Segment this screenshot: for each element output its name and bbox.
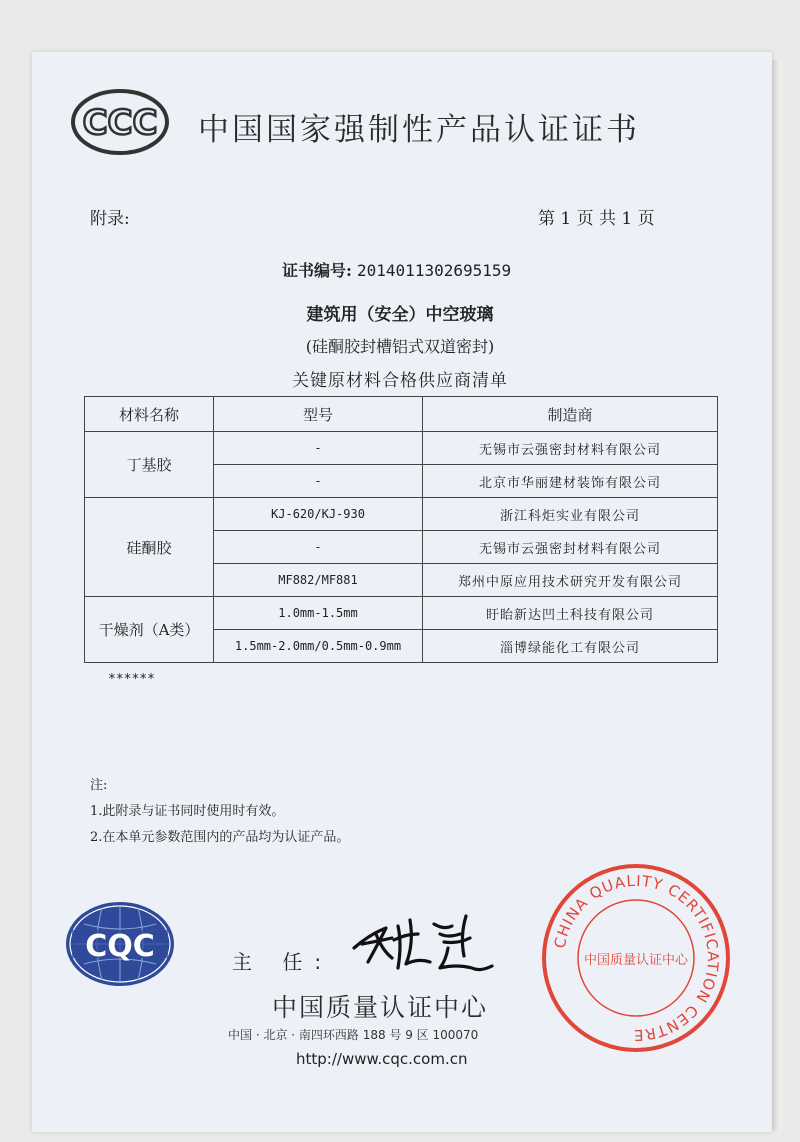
maker-cell: 北京市华丽建材装饰有限公司: [423, 465, 718, 498]
svg-text:中国质量认证中心: 中国质量认证中心: [583, 953, 689, 968]
header-maker: 制造商: [423, 397, 718, 432]
maker-cell: 郑州中原应用技术研究开发有限公司: [423, 564, 718, 597]
note-item: 1.此附录与证书同时使用时有效。: [90, 804, 285, 819]
maker-cell: 无锡市云强密封材料有限公司: [423, 432, 718, 465]
header-model: 型号: [214, 397, 423, 432]
certificate-number: [282, 258, 511, 281]
material-cell: 干燥剂（A类）: [85, 597, 214, 663]
table-row: [85, 498, 718, 531]
note-item: 2.在本单元参数范围内的产品均为认证产品。: [90, 830, 350, 845]
director-signature: [348, 904, 498, 988]
page-title: 中国国家强制性产品认证证书: [198, 112, 640, 148]
issuer-address: 中国 · 北京 · 南四环西路 188 号 9 区 100070: [228, 1028, 479, 1042]
issuer-url: http://www.cqc.com.cn: [296, 1050, 468, 1068]
product-name: 建筑用（安全）中空玻璃: [306, 305, 494, 325]
maker-cell: 淄博绿能化工有限公司: [423, 630, 718, 663]
material-cell: 丁基胶: [85, 432, 214, 498]
model-cell: 1.5mm-2.0mm/0.5mm-0.9mm: [214, 630, 423, 663]
model-cell: KJ-620/KJ-930: [214, 498, 423, 531]
product-spec: (硅酮胶封槽铝式双道密封): [305, 337, 495, 356]
model-cell: -: [214, 531, 423, 564]
maker-cell: 浙江科炬实业有限公司: [423, 498, 718, 531]
model-cell: -: [214, 432, 423, 465]
official-seal: [538, 860, 734, 1060]
notes-title: 注:: [90, 778, 108, 793]
cqc-logo: [62, 898, 178, 994]
svg-text:CCC: CCC: [82, 103, 158, 143]
ccc-logo: [70, 88, 170, 160]
model-cell: 1.0mm-1.5mm: [214, 597, 423, 630]
issuer-name: 中国质量认证中心: [272, 993, 489, 1022]
page-edge: [772, 60, 782, 1130]
model-cell: -: [214, 465, 423, 498]
certificate-number-value: 2014011302695159: [357, 261, 512, 280]
svg-text:CHINA QUALITY CERTIFICATION CE: CHINA QUALITY CERTIFICATION CENTRE: [550, 871, 723, 1045]
director-label: 主 任:: [232, 950, 334, 974]
table-header-row: [85, 397, 718, 432]
model-cell: MF882/MF881: [214, 564, 423, 597]
page-number: 第 1 页 共 1 页: [538, 209, 655, 229]
maker-cell: 盱眙新达凹土科技有限公司: [423, 597, 718, 630]
certificate-number-label: 证书编号:: [282, 261, 352, 280]
supplier-list-title: 关键原材料合格供应商清单: [292, 371, 508, 391]
end-mark: ******: [108, 672, 155, 687]
appendix-label: 附录:: [90, 209, 130, 229]
maker-cell: 无锡市云强密封材料有限公司: [423, 531, 718, 564]
table-row: [85, 432, 718, 465]
material-cell: 硅酮胶: [85, 498, 214, 597]
header-material: 材料名称: [85, 397, 214, 432]
supplier-table: [84, 396, 718, 663]
svg-text:CQC: CQC: [85, 929, 155, 964]
table-row: [85, 597, 718, 630]
